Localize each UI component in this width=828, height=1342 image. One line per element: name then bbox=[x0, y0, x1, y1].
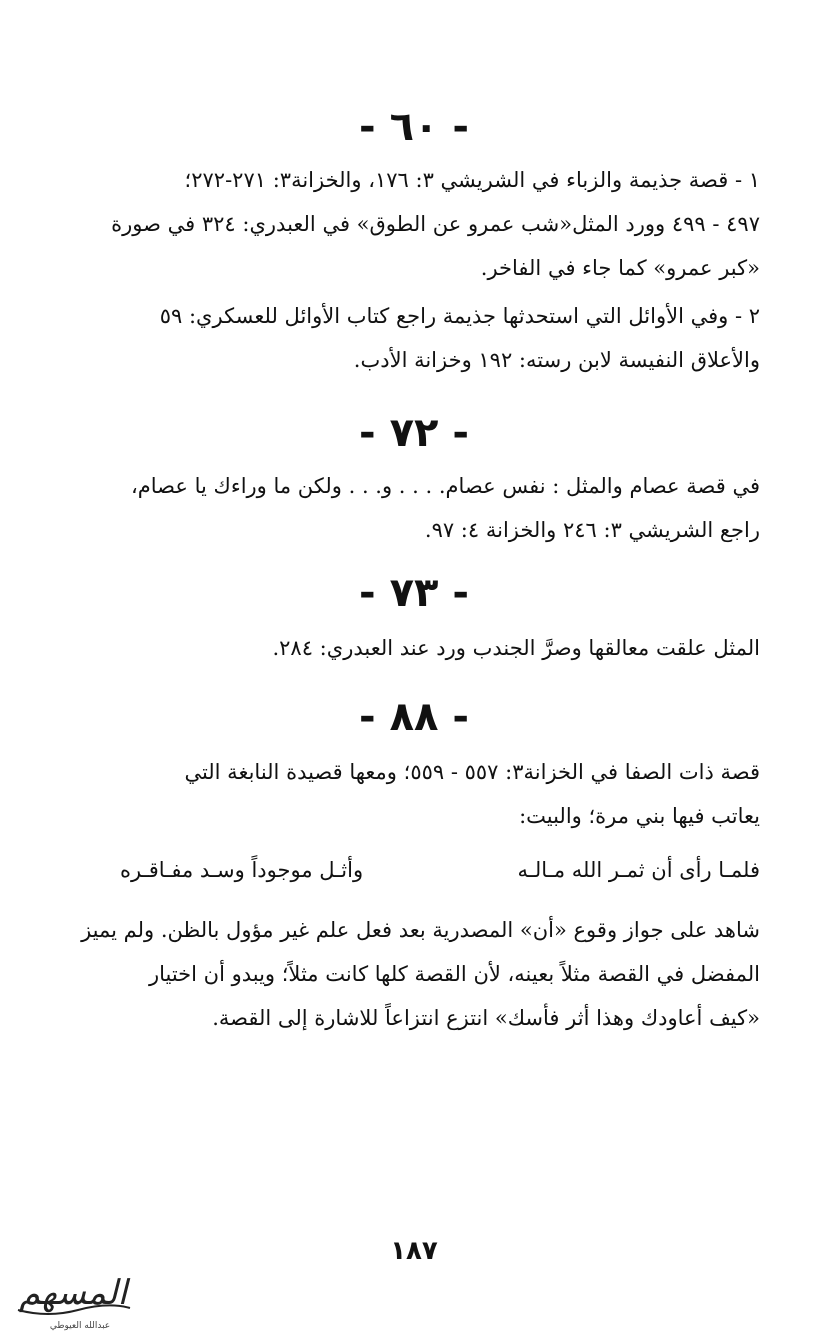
calligraphy-seal-logo bbox=[8, 1266, 138, 1334]
text-line: شاهد على جواز وقوع «أن» المصدرية بعد فعل علم غير مؤول بالظن. ولم يميز bbox=[81, 918, 760, 942]
seal-main-text: المسهم bbox=[18, 1273, 128, 1313]
text-line: ١ - قصة جذيمة والزباء في الشريشي ٣: ١٧٦، والخزانة٣: ٢٧١-٢٧٢؛ bbox=[184, 168, 760, 192]
text-line: «كبر عمرو» كما جاء في الفاخر. bbox=[480, 256, 760, 280]
note-paragraph-4 bbox=[70, 626, 760, 670]
section-heading-73: - ٧٣ - bbox=[359, 570, 469, 616]
text-line: المفضل في القصة مثلاً بعينه، لأن القصة كلها كانت مثلاً؛ ويبدو أن اختيار bbox=[148, 962, 760, 986]
note-paragraph-5 bbox=[70, 750, 760, 838]
text-line: ٤٩٧ - ٤٩٩ وورد المثل«شب عمرو عن الطوق» في العبدري: ٣٢٤ في صورة bbox=[111, 212, 760, 236]
text-line: يعاتب فيها بني مرة؛ والبيت: bbox=[519, 804, 760, 828]
poetry-verse bbox=[120, 848, 760, 892]
note-paragraph-1 bbox=[70, 158, 760, 290]
text-line: ٢ - وفي الأوائل التي استحدثها جذيمة راجع كتاب الأوائل للعسكري: ٥٩ bbox=[159, 304, 760, 328]
text-line: المثل علقت معالقها وصرَّ الجندب ورد عند العبدري: ٢٨٤. bbox=[272, 636, 760, 660]
seal-sub-text: عبدالله العيوطي bbox=[49, 1321, 111, 1331]
text-line: في قصة عصام والمثل : نفس عصام. . . . و. . . ولكن ما وراءك يا عصام، bbox=[131, 474, 760, 498]
closing-paragraph bbox=[70, 908, 760, 1040]
text-line: راجع الشريشي ٣: ٢٤٦ والخزانة ٤: ٩٧. bbox=[424, 518, 760, 542]
section-heading-72: - ٧٢ - bbox=[359, 410, 469, 456]
note-paragraph-3 bbox=[70, 464, 760, 552]
text-line: «كيف أعاودك وهذا أثر فأسك» انتزع انتزاعاً للاشارة إلى القصة. bbox=[212, 1006, 760, 1030]
text-line: قصة ذات الصفا في الخزانة٣: ٥٥٧ - ٥٥٩؛ ومعها قصيدة النابغة التي bbox=[184, 760, 760, 784]
text-line: والأعلاق النفيسة لابن رسته: ١٩٢ وخزانة الأدب. bbox=[353, 348, 760, 372]
section-heading-60: - ٦٠ - bbox=[359, 104, 469, 150]
section-heading-88: - ٨٨ - bbox=[359, 694, 469, 740]
page-number: ١٨٧ bbox=[390, 1236, 438, 1266]
verse-first-hemistich: فلمـا رأى أن ثمـر الله مـالـه bbox=[517, 858, 760, 882]
verse-second-hemistich: وأثـل موجوداً وسـد مفـاقـره bbox=[120, 858, 364, 882]
note-paragraph-2 bbox=[70, 294, 760, 382]
